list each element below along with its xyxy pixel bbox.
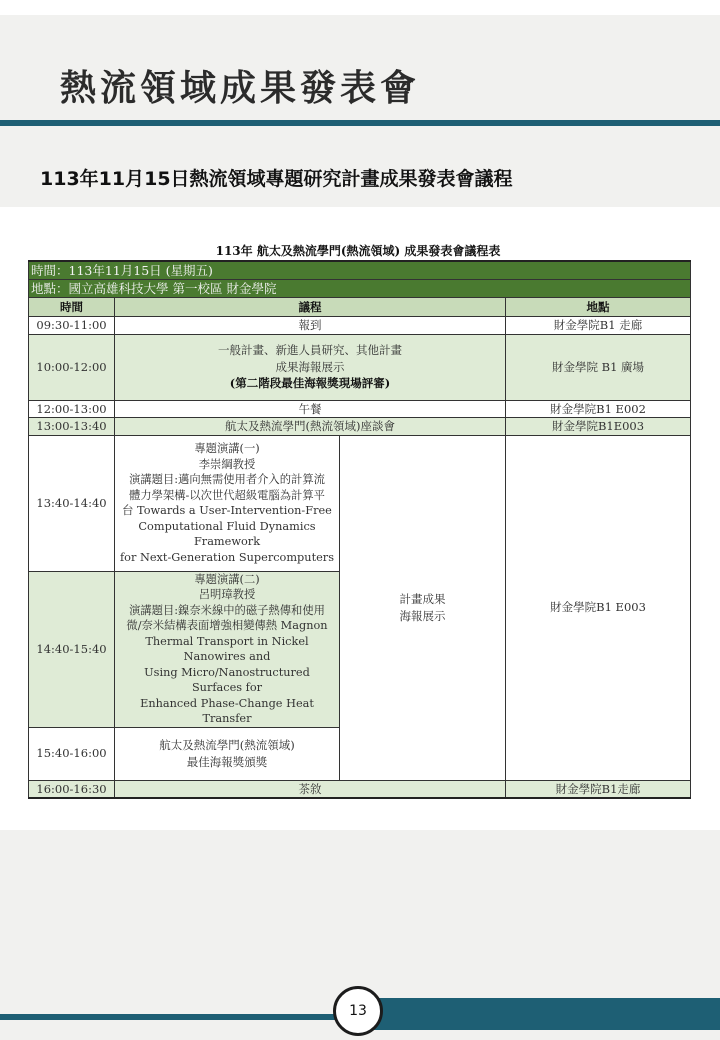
time-cell: 13:40-14:40 [29, 435, 115, 571]
agenda-cell [115, 727, 340, 780]
talk-line: Computational Fluid Dynamics Framework [138, 519, 316, 548]
place-cell: 財金學院B1 E003 [506, 435, 691, 780]
table-row [29, 780, 691, 798]
page-title: 熱流領域成果發表會 [60, 68, 421, 109]
table-row [29, 435, 691, 571]
agenda-cell [115, 334, 506, 400]
agenda-line: 一般計畫、新進人員研究、其他計畫 [218, 343, 402, 358]
time-cell: 15:40-16:00 [29, 727, 115, 780]
talk-line: 演講題目:邁向無需使用者介入的計算流 [129, 473, 325, 486]
agenda-line: 最佳海報獎頒獎 [186, 754, 268, 769]
talk-line: 專題演講(一) [194, 442, 260, 455]
time-cell: 10:00-12:00 [29, 334, 115, 400]
talk-line: Using Micro/Nanostructured Surfaces for [144, 665, 310, 694]
talk-line: 演講題目:鎳奈米線中的磁子熱傳和使用 [129, 603, 325, 617]
speaker-name: 李崇綱教授 [198, 457, 256, 471]
talk-line: 微/奈米結構表面增強相變傳熱 Magnon [126, 619, 328, 632]
talk-line: 專題演講(二) [194, 572, 260, 586]
keynote-cell [115, 571, 340, 727]
keynote-cell [115, 435, 340, 571]
info-time: 時間：113年11月15日 (星期五) [29, 261, 691, 280]
place-cell: 財金學院B1E003 [506, 418, 691, 436]
place-cell: 財金學院B1走廊 [506, 780, 691, 798]
column-header-time: 時間 [29, 298, 115, 317]
table-caption: 113年 航太及熱流學門(熱流領域) 成果發表會議程表 [215, 244, 501, 258]
talk-line: for Next-Generation Supercomputers [119, 550, 334, 564]
place-cell: 財金學院 B1 廣場 [506, 334, 691, 400]
talk-line: Enhanced Phase-Change Heat Transfer [140, 696, 314, 725]
speaker-name: 呂明璋教授 [198, 588, 256, 601]
column-header-agenda: 議程 [115, 298, 506, 317]
time-cell: 12:00-13:00 [29, 400, 115, 418]
page-subtitle: 113年11月15日熱流領域專題研究計畫成果發表會議程 [40, 168, 513, 190]
time-cell: 13:00-13:40 [29, 418, 115, 436]
table-row [29, 418, 691, 436]
table-row [29, 400, 691, 418]
talk-line: 台 Towards a User-Intervention-Free [122, 504, 332, 517]
poster-cell [340, 435, 506, 780]
time-cell: 14:40-15:40 [29, 571, 115, 727]
agenda-line: 航太及熱流學門(熱流領域) [159, 738, 295, 752]
talk-line: Thermal Transport in Nickel Nanowires and [145, 634, 309, 663]
poster-line: 海報展示 [399, 608, 446, 623]
agenda-cell: 茶敘 [115, 780, 506, 798]
time-cell: 09:30-11:00 [29, 317, 115, 335]
poster-line: 計畫成果 [399, 592, 446, 606]
talk-line: 體力學架構-以次世代超級電腦為計算平 [129, 488, 325, 502]
place-cell: 財金學院B1 E002 [506, 400, 691, 418]
info-place: 地點：國立高雄科技大學 第一校區 財金學院 [29, 280, 691, 298]
table-row [29, 334, 691, 400]
title-rule [0, 120, 720, 126]
place-cell: 財金學院B1 走廊 [506, 317, 691, 335]
agenda-cell: 航太及熱流學門(熱流領域)座談會 [115, 418, 506, 436]
agenda-table [28, 260, 691, 799]
table-row [29, 317, 691, 335]
footer-bar-right [360, 998, 720, 1030]
time-cell: 16:00-16:30 [29, 780, 115, 798]
page-number-badge: 13 [333, 986, 383, 1036]
footer-rule-left [0, 1014, 340, 1020]
column-header-place: 地點 [506, 298, 691, 317]
agenda-line: 成果海報展示 [275, 359, 345, 374]
agenda-line: (第二階段最佳海報獎現場評審) [229, 376, 391, 391]
agenda-cell: 報到 [115, 317, 506, 335]
agenda-cell: 午餐 [115, 400, 506, 418]
